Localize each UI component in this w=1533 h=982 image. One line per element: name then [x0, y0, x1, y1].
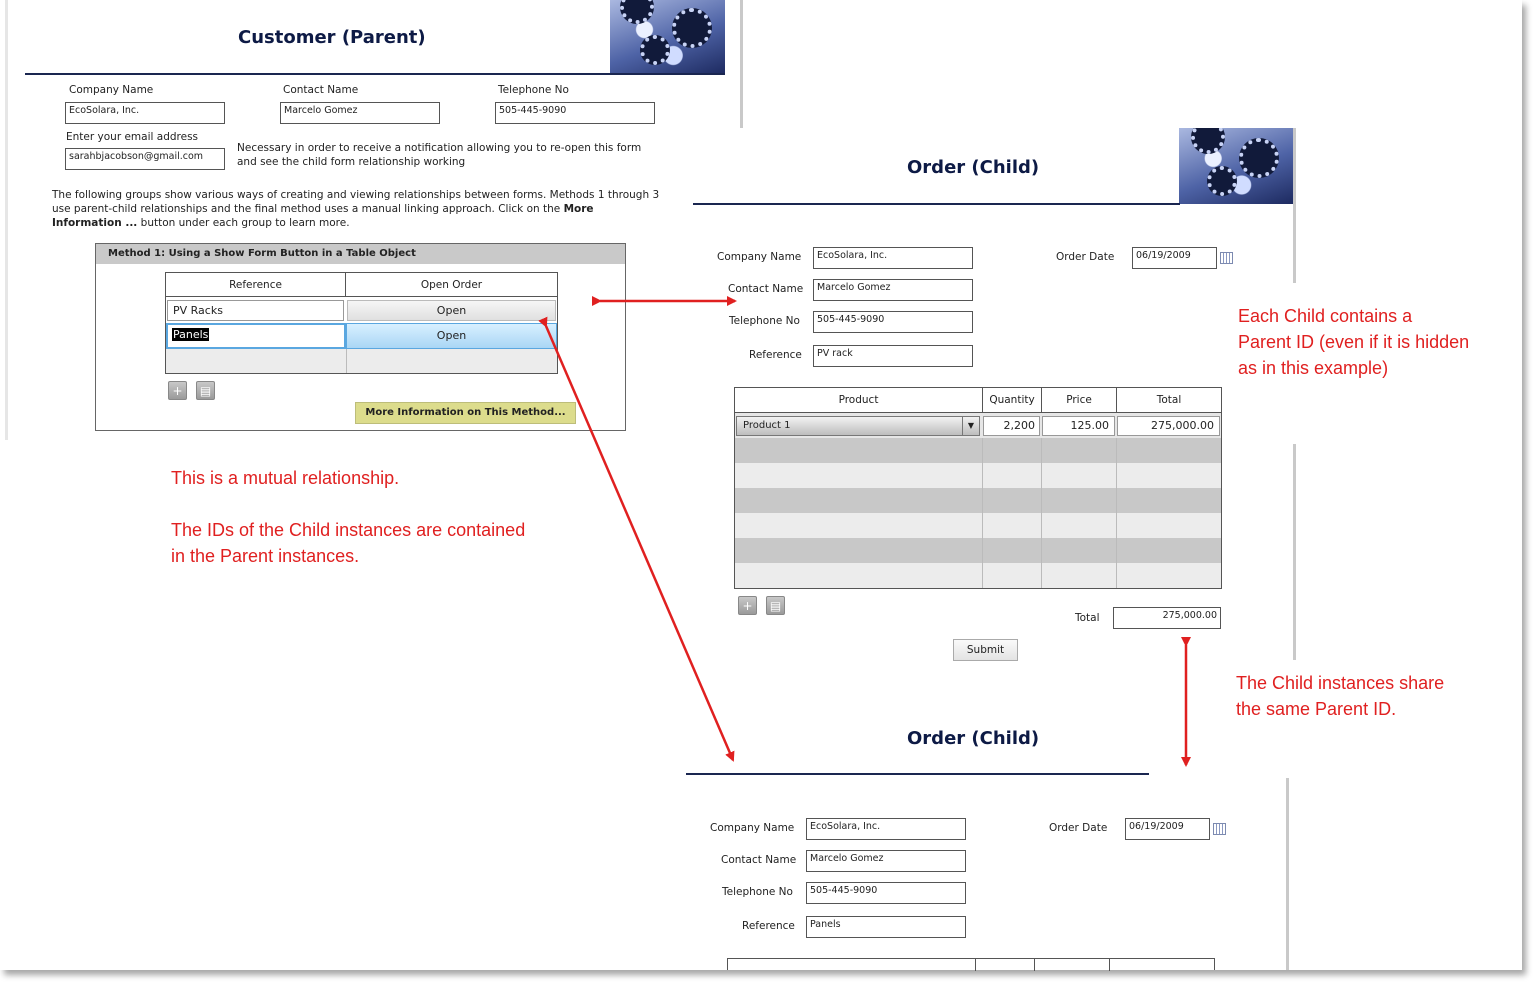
trash-icon-child[interactable]: ▤: [766, 596, 785, 615]
quantity-column-header: Quantity: [983, 388, 1042, 412]
add-row-icon-child[interactable]: +: [738, 596, 757, 615]
child1-company-label: Company Name: [717, 251, 802, 263]
submit-button[interactable]: Submit: [953, 639, 1018, 661]
child2-reference-label: Reference: [742, 920, 795, 932]
contact-name-field[interactable]: Marcelo Gomez: [280, 102, 440, 124]
shared-parent-id-note: The Child instances share the same Parent ID.: [1236, 673, 1445, 719]
row-total-cell: 275,000.00: [1117, 416, 1220, 436]
email-label: Enter your email address: [66, 131, 199, 143]
child1-order-date-label: Order Date: [1056, 251, 1115, 263]
mutual-relationship-note: This is a mutual relationship. The IDs of the Child instances are contained in the Parent instances.: [171, 468, 526, 566]
child1-phone-label: Telephone No: [729, 315, 800, 327]
telephone-label: Telephone No: [498, 84, 569, 96]
company-name-label: Company Name: [69, 84, 154, 96]
child2-reference-field[interactable]: Panels: [806, 916, 966, 938]
more-information-button[interactable]: More Information on This Method...: [355, 402, 576, 424]
reference-cell-1[interactable]: PV Racks: [167, 300, 344, 321]
child1-order-date-field[interactable]: 06/19/2009: [1132, 247, 1217, 269]
selected-text: Panels: [173, 328, 209, 341]
grand-total-field: 275,000.00: [1113, 607, 1221, 629]
chevron-down-icon[interactable]: ▼: [962, 417, 979, 435]
child-form-2-title: Order (Child): [907, 728, 1040, 749]
trash-icon[interactable]: ▤: [196, 381, 215, 400]
child2-company-field[interactable]: EcoSolara, Inc.: [806, 818, 966, 840]
product-select-value: Product 1: [743, 420, 791, 431]
child2-phone-field[interactable]: 505-445-9090: [806, 882, 966, 904]
child1-reference-label: Reference: [749, 349, 802, 361]
child1-company-field[interactable]: EcoSolara, Inc.: [813, 247, 973, 269]
open-button-1[interactable]: Open: [347, 300, 556, 321]
method-1-header: Method 1: Using a Show Form Button in a Table Object: [96, 244, 625, 264]
company-name-field[interactable]: EcoSolara, Inc.: [65, 102, 225, 124]
child2-contact-field[interactable]: Marcelo Gomez: [806, 850, 966, 872]
total-column-header: Total: [1156, 394, 1182, 406]
telephone-field[interactable]: 505-445-9090: [495, 102, 655, 124]
intro-paragraph: The following groups show various ways of creating and viewing relationships between forms. Methods 1 through 3 use parent-child relationships and the final method uses a manual linking approach. Click on the More Information ... button under each group to learn more.: [52, 189, 660, 229]
open-order-column-header: Open Order: [346, 273, 557, 297]
child1-contact-field[interactable]: Marcelo Gomez: [813, 279, 973, 301]
diagonal-arrow: [546, 326, 733, 760]
parent-form-title: Customer (Parent): [238, 27, 426, 48]
add-row-icon[interactable]: +: [168, 381, 187, 400]
grand-total-label: Total: [1075, 612, 1100, 624]
child-form-1-title: Order (Child): [907, 157, 1040, 178]
child2-order-date-label: Order Date: [1049, 822, 1108, 834]
price-column-header: Price: [1042, 388, 1117, 412]
child2-contact-label: Contact Name: [721, 854, 797, 866]
child1-reference-field[interactable]: PV rack: [813, 345, 973, 367]
product-column-header: Product: [735, 388, 983, 412]
contact-name-label: Contact Name: [283, 84, 359, 96]
child2-company-label: Company Name: [710, 822, 795, 834]
email-field[interactable]: sarahbjacobson@gmail.com: [65, 148, 225, 170]
email-note: Necessary in order to receive a notification allowing you to re-open this form and see the child form relationship working: [237, 142, 642, 168]
child2-order-date-field[interactable]: 06/19/2009: [1125, 818, 1210, 840]
child1-phone-field[interactable]: 505-445-9090: [813, 311, 973, 333]
child2-phone-label: Telephone No: [722, 886, 793, 898]
quantity-cell[interactable]: 2,200: [983, 416, 1040, 436]
reference-column-header: Reference: [166, 273, 346, 297]
price-cell[interactable]: 125.00: [1042, 416, 1115, 436]
open-button-2[interactable]: Open: [346, 323, 557, 349]
parent-id-note: Each Child contains a Parent ID (even if it is hidden as in this example): [1238, 306, 1470, 378]
child1-contact-label: Contact Name: [728, 283, 804, 295]
